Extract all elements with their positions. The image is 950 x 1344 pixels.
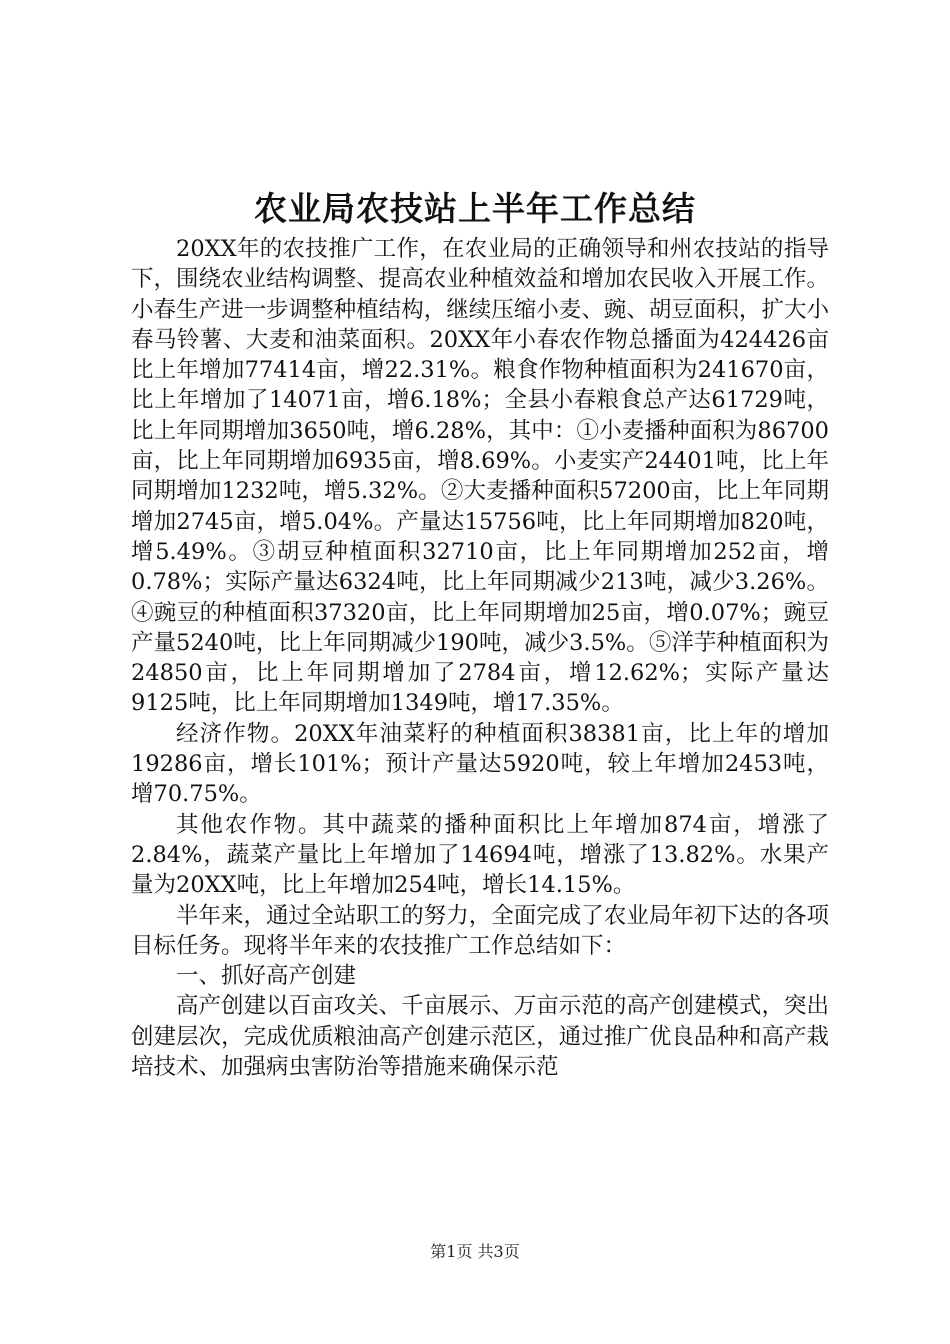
paragraph-other-crops: 其他农作物。其中蔬菜的播种面积比上年增加874亩，增涨了2.84%，蔬菜产量比上年增加了14694吨，增涨了13.82%。水果产量为20XX吨，比上年增加254吨，增长14.15%。 [131,811,829,899]
document-title: 农业局农技站上半年工作总结 [254,189,696,228]
page-footer: 第1页 共3页 [430,1242,520,1261]
document-body [131,234,829,1082]
paragraph-summary: 20XX年的农技推广工作，在农业局的正确领导和州农技站的指导下，围绕农业结构调整、提高农业种植效益和增加农民收入开展工作。小春生产进一步调整种植结构，继续压缩小麦、豌、胡豆面积，扩大小春马铃薯、大麦和油菜面积。20XX年小春农作物总播面为424426亩比上年增加77414亩，增22.31%。粮食作物种植面积为241670亩，比上年增加了14071亩，增6.18%；全县小春粮食总产达61729吨，比上年同期增加3650吨，增6.28%，其中：①小麦播种面积为86700亩，比上年同期增加6935亩，增8.69%。小麦实产24401吨，比上年同期增加1232吨，增5.32%。②大麦播种面积57200亩，比上年同期增加2745亩，增5.04%。产量达15756吨，比上年同期增加820吨，增5.49%。③胡豆种植面积32710亩，比上年同期增加252亩，增0.78%；实际产量达6324吨，比上年同期减少213吨，减少3.26%。④豌豆的种植面积37320亩，比上年同期增加25亩，增0.07%；豌豆产量5240吨，比上年同期减少190吨，减少3.5%。⑤洋芋种植面积为24850亩，比上年同期增加了2784亩，增12.62%；实际产量达9125吨，比上年同期增加1349吨，增17.35%。 [131,236,829,717]
paragraph-economic-crops: 经济作物。20XX年油菜籽的种植面积38381亩，比上年的增加19286亩，增长101%；预计产量达5920吨，较上年增加2453吨，增70.75%。 [131,720,829,808]
section-heading-high-yield: 一、抓好高产创建 [176,963,357,990]
paragraph-half-year: 半年来，通过全站职工的努力，全面完成了农业局年初下达的各项目标任务。现将半年来的农技推广工作总结如下： [131,902,829,959]
paragraph-high-yield: 高产创建以百亩攻关、千亩展示、万亩示范的高产创建模式，突出创建层次，完成优质粮油高产创建示范区，通过推广优良品种和高产栽培技术、加强病虫害防治等措施来确保示范 [131,993,829,1081]
